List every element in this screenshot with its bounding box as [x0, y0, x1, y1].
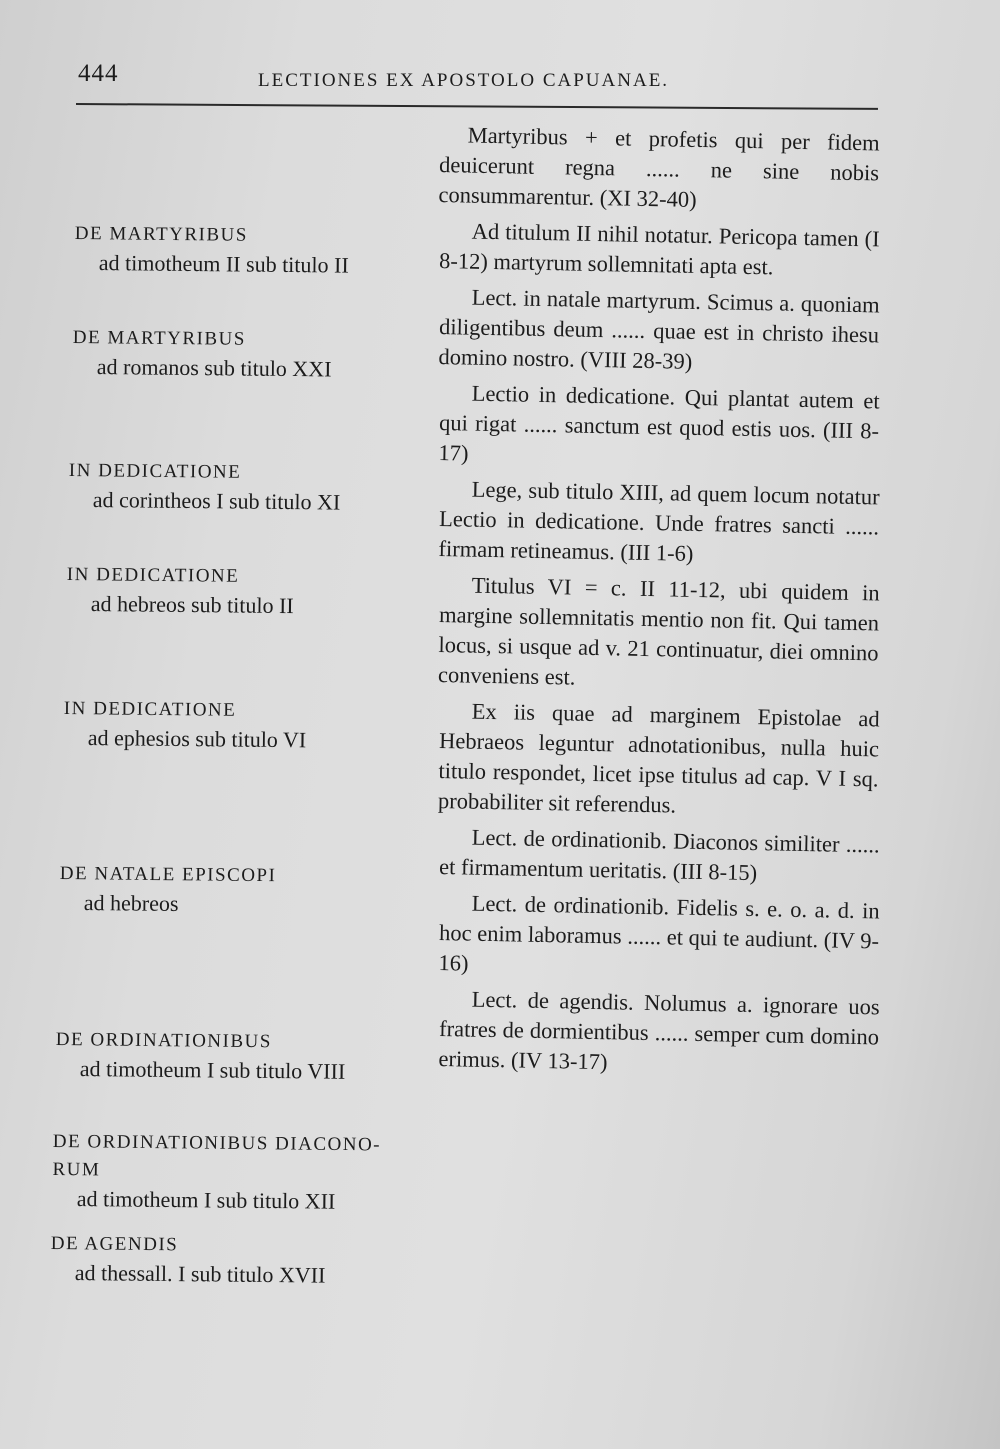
- left-entry: [73, 324, 443, 382]
- entry-heading: IN DEDICATIONE: [66, 563, 240, 587]
- left-entry: [69, 457, 439, 515]
- paragraph: Lectio in dedicatione. Qui plantat autem et qui rigat ...... sanctum est quod estis uos. (III 8-17): [438, 380, 880, 466]
- entry-reference: ad timotheum II sub titulo II: [98, 249, 349, 278]
- left-entry: [64, 695, 434, 753]
- paragraph: Lect. de agendis. Nolumus a. ignorare uos fratres de dormientibus ...... semper cum domino erimus. (IV 13-17): [438, 986, 880, 1075]
- paragraph: Lect. in natale martyrum. Scimus a. quoniam diligentibus deum ...... quae est in christo ihesu domino nostro. (VIII 28-39): [438, 284, 880, 374]
- entry-heading: DE ORDINATIONIBUS: [55, 1028, 272, 1053]
- left-entry: [67, 561, 437, 619]
- paragraph: Ad titulum II nihil notatur. Pericopa tamen (I 8-12) martyrum sollemnitati apta est.: [438, 218, 880, 280]
- page-number: 444: [78, 60, 119, 87]
- left-column-index: [0, 0, 440, 1449]
- left-entry: [75, 220, 445, 278]
- paragraph: Titulus VI = c. II 11-12, ubi quidem in margine sollemnitatis mentio non fit. Qui tamen locus, si usque ad v. 21 continuatur, diei omnino conveniens est.: [437, 572, 880, 690]
- paragraph: Ex iis quae ad marginem Epistolae ad Hebraeos leguntur adnotationibus, nulla huic titulo respondet, licet ipse titulus ad cap. V I sq. probabiliter sit referendus.: [437, 698, 880, 818]
- entry-heading: DE AGENDIS: [50, 1232, 179, 1256]
- right-column-text: [437, 120, 880, 1080]
- entry-reference: ad hebreos sub titulo II: [90, 590, 294, 619]
- entry-heading: DE NATALE EPISCOPI: [59, 862, 277, 887]
- entry-reference: ad ephesios sub titulo VI: [87, 724, 307, 753]
- entry-reference: ad romanos sub titulo XXI: [96, 353, 332, 382]
- paragraph: Lect. de ordinationib. Fidelis s. e. o. a. d. in hoc enim laboramus ...... et qui te audiunt. (IV 9-16): [438, 890, 880, 976]
- left-entry: [53, 1128, 413, 1214]
- entry-reference: ad hebreos: [83, 889, 179, 916]
- entry-reference: ad timotheum I sub titulo VIII: [79, 1055, 346, 1084]
- running-title: LECTIONES EX APOSTOLO CAPUANAE.: [258, 70, 670, 91]
- entry-heading: DE MARTYRIBUS: [72, 326, 246, 350]
- paragraph: Lege, sub titulo XIII, ad quem locum notatur Lectio in dedicatione. Unde fratres sancti ...... firmam retineamus. (III 1-6): [438, 476, 880, 566]
- left-entry: [60, 860, 430, 918]
- entry-heading: IN DEDICATIONE: [68, 459, 242, 483]
- entry-heading: DE MARTYRIBUS: [74, 222, 248, 246]
- paragraph: Martyribus + et profetis qui per fidem deuicerunt regna ...... ne sine nobis consummarentur. (XI 32-40): [438, 122, 880, 212]
- left-entry: [51, 1230, 421, 1288]
- entry-heading: DE ORDINATIONIBUS DIACONO-RUM: [52, 1130, 382, 1181]
- paragraph: Lect. de ordinationib. Diaconos similiter ...... et firmamentum ueritatis. (III 8-15): [438, 824, 880, 886]
- entry-heading: IN DEDICATIONE: [63, 697, 237, 721]
- left-entry: [56, 1026, 426, 1084]
- entry-reference: ad timotheum I sub titulo XII: [76, 1185, 336, 1214]
- entry-reference: ad corintheos I sub titulo XI: [92, 486, 341, 515]
- entry-reference: ad thessall. I sub titulo XVII: [74, 1259, 326, 1288]
